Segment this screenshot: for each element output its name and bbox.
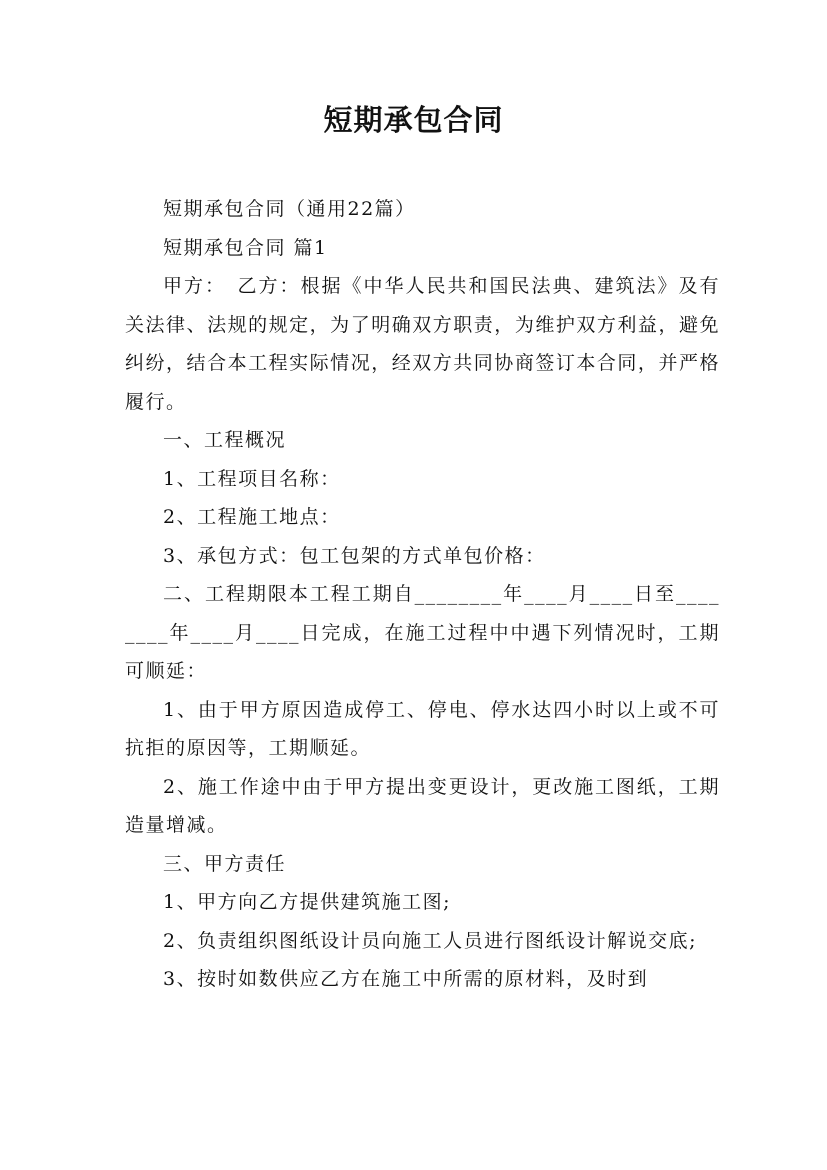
paragraph-item: 1、工程项目名称： [163,467,341,490]
paragraph-item: 2、工程施工地点： [163,506,341,528]
paragraph-item: 3、按时如数供应乙方在施工中所需的原材料，及时到 [163,968,649,990]
paragraph-section-heading: 短期承包合同 篇1 [163,236,328,259]
paragraph-item: 2、负责组织图纸设计员向施工人员进行图纸设计解说交底; [163,929,697,952]
paragraph-subtitle: 短期承包合同（通用22篇） [163,198,416,220]
paragraph-item: 1、由于甲方原因造成停工、停电、停水达四小时以上或不可抗拒的原因等，工期顺延。 [125,698,720,759]
document-title: 短期承包合同 [323,103,504,137]
paragraph-parties: 甲方： 乙方：根据《中华人民共和国民法典、建筑法》及有关法律、法规的规定，为了明确双方职责，为维护双方利益，避免纠纷，结合本工程实际情况，经双方共同协商签订本合同，并严格履行。 [125,275,720,413]
paragraph-item: 2、施工作途中由于甲方提出变更设计，更改施工图纸，工期造量增减。 [125,775,720,836]
paragraph-heading-overview: 一、工程概况 [163,429,287,451]
paragraph-period: 二、工程期限本工程工期自________年____月____日至________年____月____日完成，在施工过程中中遇下列情况时，工期可顺延： [125,583,720,682]
paragraph-item: 1、甲方向乙方提供建筑施工图; [163,891,451,913]
document-body [125,190,720,999]
paragraph-heading-party-a: 三、甲方责任 [163,852,287,875]
paragraph-item: 3、承包方式：包工包架的方式单包价格： [163,544,546,567]
